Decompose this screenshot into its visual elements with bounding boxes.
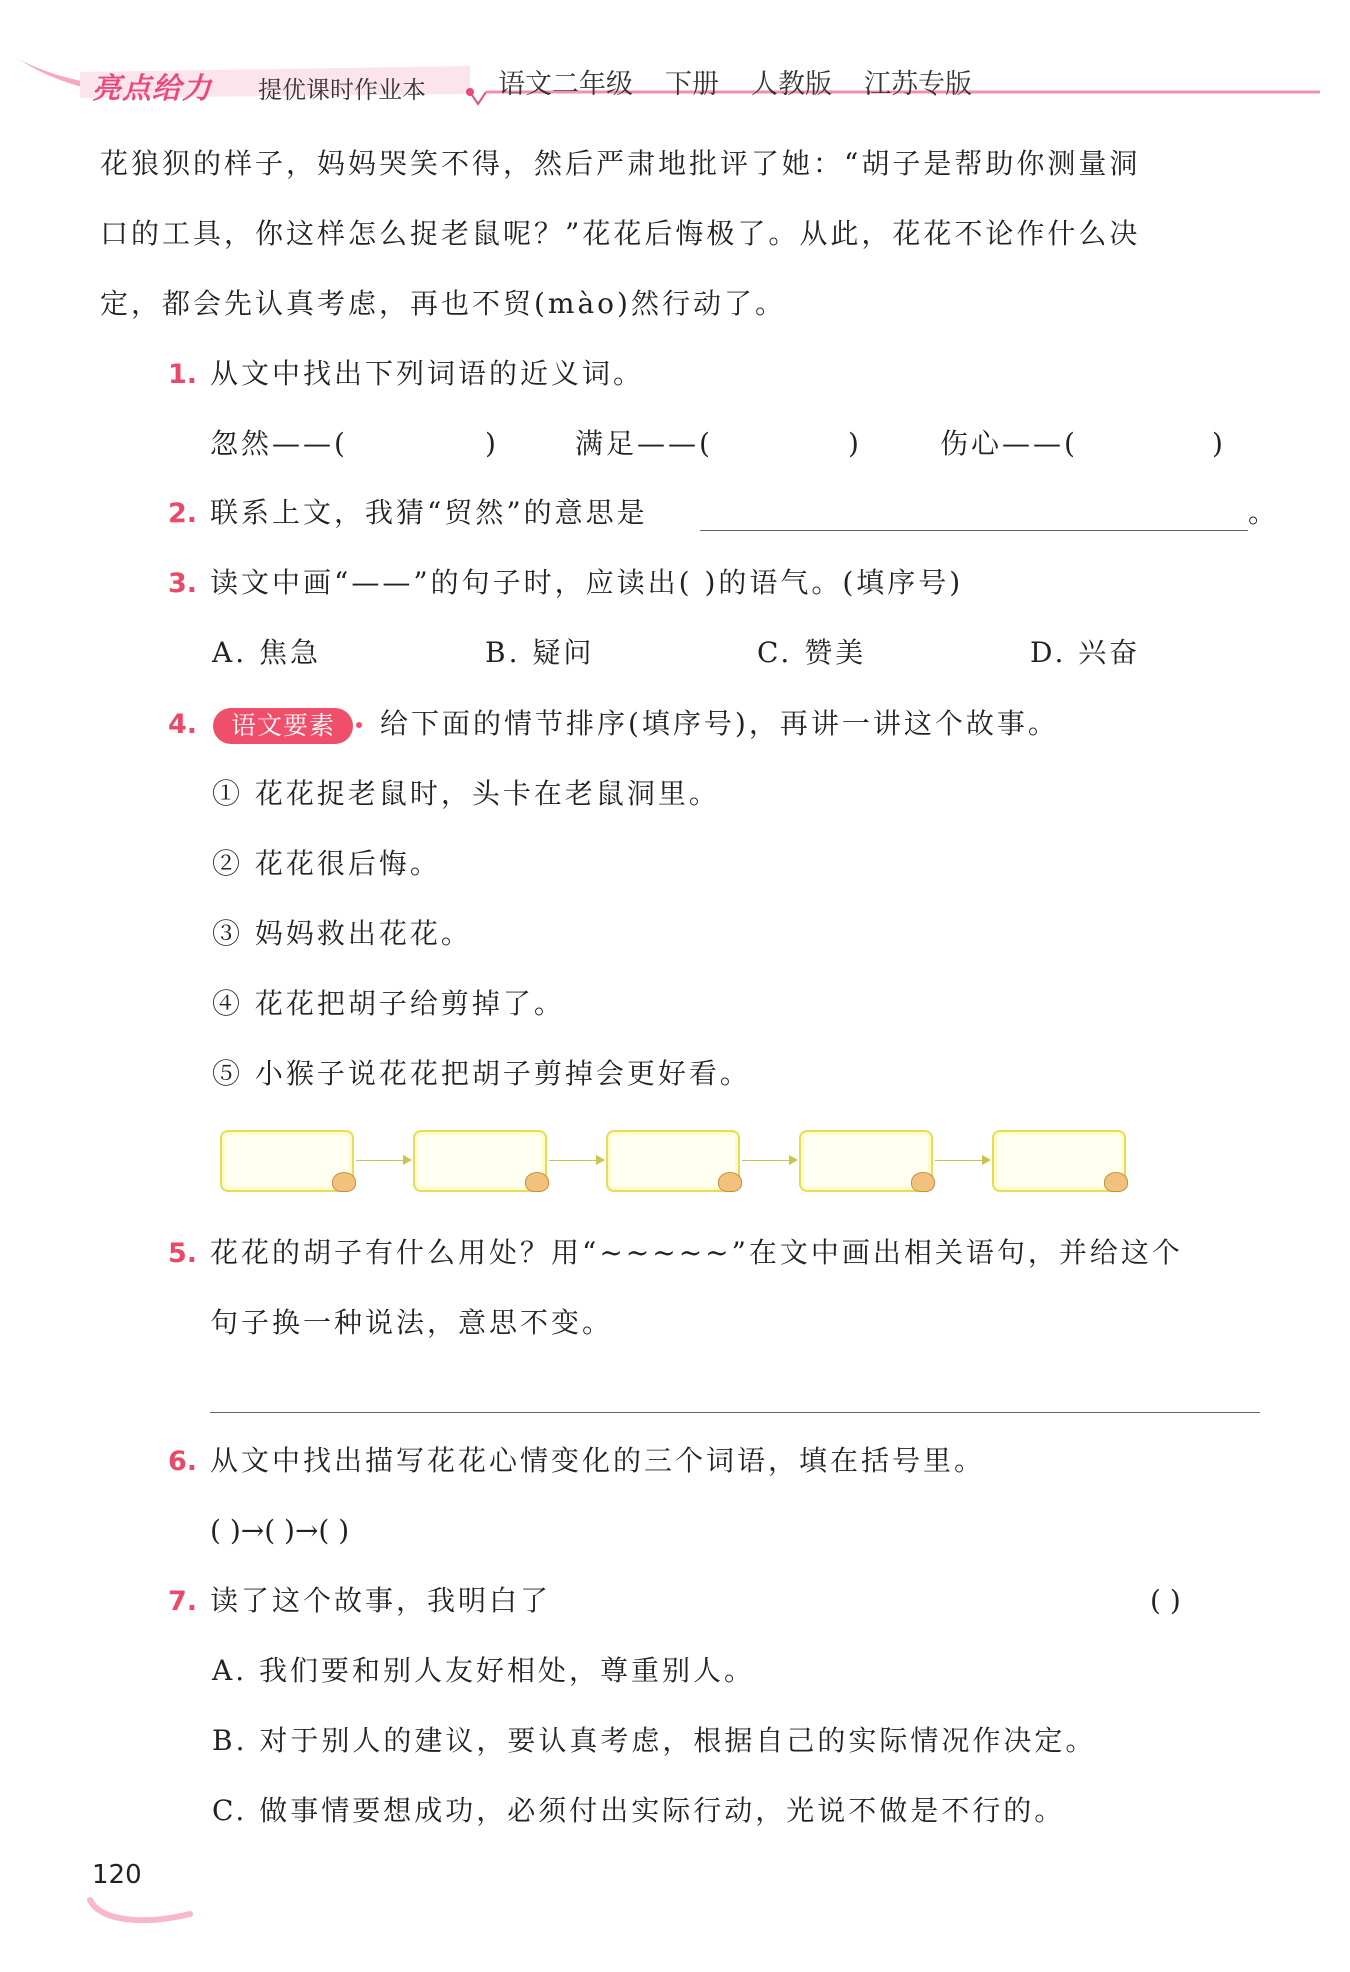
q1-item-3: 伤心——( [940,427,1078,460]
sequence-arrow-3 [742,1160,796,1161]
q4-plot-item-1: ① 花花捉老鼠时，头卡在老鼠洞里。 [212,777,720,810]
q2-answer-line[interactable] [700,530,1248,531]
passage-line-1: 花狼狈的样子，妈妈哭笑不得，然后严肃地批评了她：“胡子是帮助你测量洞 [100,147,1141,180]
question-5-line-2: 句子换一种说法，意思不变。 [210,1306,614,1339]
q6-answer-blanks[interactable]: ( )→( )→( ) [210,1514,350,1547]
edition-label: 人教版 [751,69,832,100]
sequence-arrow-2 [549,1160,603,1161]
question-2-text: 联系上文，我猜“贸然”的意思是 [210,496,648,529]
q3-option-d: D. 兴奋 [1030,636,1141,669]
brand-logo: 亮点给力 [92,71,213,105]
mouse-decoration-icon [332,1172,356,1192]
q3-option-b: B. 疑问 [485,636,595,669]
series-title: 提优课时作业本 [258,76,426,104]
region-label: 江苏专版 [864,69,972,100]
book-info [498,62,972,101]
question-5-number: 5. [168,1238,198,1269]
sequence-arrow-1 [356,1160,410,1161]
question-1-text: 从文中找出下列词语的近义词。 [210,357,645,390]
q1-item-2: 满足——( [575,427,713,460]
sequence-arrow-4 [935,1160,989,1161]
q2-end-mark: 。 [1248,496,1280,529]
q1-item-3-close: ) [1212,427,1226,460]
mouse-decoration-icon [525,1172,549,1192]
question-7-number: 7. [168,1586,198,1617]
question-3-text: 读文中画“——”的句子时，应读出( )的语气。(填序号) [210,566,964,599]
q4-plot-item-3: ③ 妈妈救出花花。 [212,917,472,950]
question-3-number: 3. [168,568,198,599]
page-header [0,0,1350,125]
chinese-elements-badge: 语文要素 [213,708,353,744]
q1-item-1-close: ) [485,427,499,460]
q7-option-b: B. 对于别人的建议，要认真考虑，根据自己的实际情况作决定。 [212,1724,1097,1757]
question-6-number: 6. [168,1446,198,1477]
mouse-decoration-icon [1104,1172,1128,1192]
q5-answer-line[interactable] [210,1412,1260,1413]
page-number: 120 [92,1860,142,1890]
badge-dot-icon [356,722,362,728]
q7-option-c: C. 做事情要想成功，必须付出实际行动，光说不做是不行的。 [212,1794,1066,1827]
q4-plot-item-2: ② 花花很后悔。 [212,847,441,880]
q1-item-1: 忽然——( [210,427,348,460]
q1-item-2-close: ) [848,427,862,460]
mouse-decoration-icon [911,1172,935,1192]
q3-option-a: A. 焦急 [212,636,322,669]
question-4-number: 4. [168,709,198,740]
q3-option-c: C. 赞美 [757,636,867,669]
question-7-text: 读了这个故事，我明白了 [210,1584,552,1617]
q4-plot-item-5: ⑤ 小猴子说花花把胡子剪掉会更好看。 [212,1057,751,1090]
mouse-decoration-icon [718,1172,742,1192]
subject-label: 语文二年级 [498,69,633,100]
question-5-line-1: 花花的胡子有什么用处？用“~~~~~”在文中画出相关语句，并给这个 [210,1236,1183,1269]
passage-line-2: 口的工具，你这样怎么捉老鼠呢？”花花后悔极了。从此，花花不论作什么决 [100,217,1141,250]
volume-label: 下册 [665,69,719,100]
q4-plot-item-4: ④ 花花把胡子给剪掉了。 [212,987,565,1020]
q7-option-a: A. 我们要和别人友好相处，尊重别人。 [212,1654,756,1687]
question-4-text: 给下面的情节排序(填序号)，再讲一讲这个故事。 [380,707,1059,740]
q7-answer-paren[interactable]: ( ) [1150,1584,1181,1617]
passage-line-3: 定，都会先认真考虑，再也不贸(mào)然行动了。 [100,287,786,320]
question-6-text: 从文中找出描写花花心情变化的三个词语，填在括号里。 [210,1444,986,1477]
question-1-number: 1. [168,359,198,390]
question-2-number: 2. [168,498,198,529]
